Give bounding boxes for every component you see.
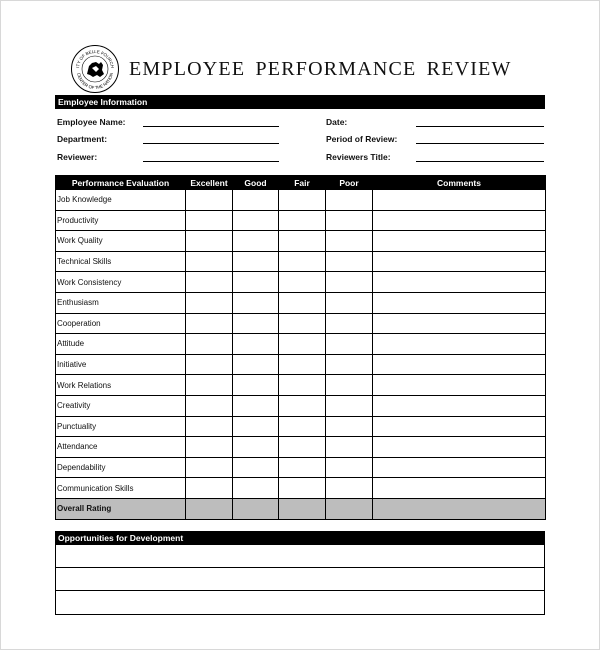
- fair-cell[interactable]: [279, 334, 326, 355]
- overall-poor-cell[interactable]: [326, 498, 373, 519]
- table-row: [56, 190, 546, 211]
- good-cell[interactable]: [233, 210, 279, 231]
- comments-cell[interactable]: [373, 313, 546, 334]
- comments-cell[interactable]: [373, 231, 546, 252]
- criterion-label: Communication Skills: [56, 478, 186, 499]
- overall-comments-cell[interactable]: [373, 498, 546, 519]
- table-header-row: [56, 176, 546, 190]
- overall-excellent-cell[interactable]: [186, 498, 233, 519]
- table-row: [56, 375, 546, 396]
- comments-cell[interactable]: [373, 416, 546, 437]
- poor-column-header: Poor: [326, 176, 373, 190]
- reviewer-field[interactable]: [143, 161, 279, 162]
- fair-cell[interactable]: [279, 416, 326, 437]
- good-cell[interactable]: [233, 457, 279, 478]
- poor-cell[interactable]: [326, 292, 373, 313]
- good-cell[interactable]: [233, 292, 279, 313]
- table-row: [56, 457, 546, 478]
- good-cell[interactable]: [233, 354, 279, 375]
- excellent-cell[interactable]: [186, 292, 233, 313]
- poor-cell[interactable]: [326, 437, 373, 458]
- poor-cell[interactable]: [326, 334, 373, 355]
- criteria-column-header: Performance Evaluation: [56, 176, 186, 190]
- table-row: [56, 231, 546, 252]
- table-row: [56, 292, 546, 313]
- department-label: Department:: [57, 134, 108, 144]
- city-seal-logo: [70, 44, 120, 94]
- fair-cell[interactable]: [279, 251, 326, 272]
- fair-cell[interactable]: [279, 375, 326, 396]
- fair-cell[interactable]: [279, 272, 326, 293]
- table-row: [56, 416, 546, 437]
- date-field[interactable]: [416, 126, 544, 127]
- criterion-label: Technical Skills: [56, 251, 186, 272]
- fair-cell[interactable]: [279, 190, 326, 211]
- excellent-cell[interactable]: [186, 354, 233, 375]
- fair-cell[interactable]: [279, 437, 326, 458]
- poor-cell[interactable]: [326, 210, 373, 231]
- comments-cell[interactable]: [373, 334, 546, 355]
- table-row: [56, 437, 546, 458]
- poor-cell[interactable]: [326, 478, 373, 499]
- comments-cell[interactable]: [373, 190, 546, 211]
- fair-cell[interactable]: [279, 210, 326, 231]
- good-cell[interactable]: [233, 251, 279, 272]
- fair-cell[interactable]: [279, 231, 326, 252]
- comments-cell[interactable]: [373, 478, 546, 499]
- criterion-label: Attitude: [56, 334, 186, 355]
- criterion-label: Job Knowledge: [56, 190, 186, 211]
- excellent-cell[interactable]: [186, 375, 233, 396]
- poor-cell[interactable]: [326, 272, 373, 293]
- comments-cell[interactable]: [373, 210, 546, 231]
- period-of-review-field[interactable]: [416, 143, 544, 144]
- excellent-column-header: Excellent: [186, 176, 233, 190]
- poor-cell[interactable]: [326, 354, 373, 375]
- comments-cell[interactable]: [373, 437, 546, 458]
- excellent-cell[interactable]: [186, 272, 233, 293]
- criterion-label: Creativity: [56, 395, 186, 416]
- excellent-cell[interactable]: [186, 251, 233, 272]
- reviewers-title-field[interactable]: [416, 161, 544, 162]
- excellent-cell[interactable]: [186, 334, 233, 355]
- criterion-label: Initiative: [56, 354, 186, 375]
- excellent-cell[interactable]: [186, 416, 233, 437]
- good-column-header: Good: [233, 176, 279, 190]
- criterion-label: Enthusiasm: [56, 292, 186, 313]
- criterion-label: Work Consistency: [56, 272, 186, 293]
- development-note-line[interactable]: [56, 591, 544, 614]
- overall-rating-label: Overall Rating: [56, 498, 186, 519]
- good-cell[interactable]: [233, 190, 279, 211]
- performance-evaluation-table: [55, 175, 546, 520]
- development-header: Opportunities for Development: [55, 531, 545, 545]
- development-notes-box: [55, 545, 545, 615]
- excellent-cell[interactable]: [186, 457, 233, 478]
- excellent-cell[interactable]: [186, 190, 233, 211]
- period-of-review-label: Period of Review:: [326, 134, 398, 144]
- department-field[interactable]: [143, 143, 279, 144]
- table-row: [56, 395, 546, 416]
- good-cell[interactable]: [233, 416, 279, 437]
- excellent-cell[interactable]: [186, 478, 233, 499]
- comments-cell[interactable]: [373, 354, 546, 375]
- employee-name-field[interactable]: [143, 126, 279, 127]
- criterion-label: Cooperation: [56, 313, 186, 334]
- date-label: Date:: [326, 117, 348, 127]
- fair-cell[interactable]: [279, 313, 326, 334]
- fair-cell[interactable]: [279, 457, 326, 478]
- excellent-cell[interactable]: [186, 210, 233, 231]
- comments-column-header: Comments: [373, 176, 546, 190]
- criterion-label: Productivity: [56, 210, 186, 231]
- comments-cell[interactable]: [373, 375, 546, 396]
- poor-cell[interactable]: [326, 375, 373, 396]
- employee-name-label: Employee Name:: [57, 117, 126, 127]
- poor-cell[interactable]: [326, 395, 373, 416]
- fair-cell[interactable]: [279, 354, 326, 375]
- good-cell[interactable]: [233, 272, 279, 293]
- comments-cell[interactable]: [373, 272, 546, 293]
- fair-cell[interactable]: [279, 478, 326, 499]
- criterion-label: Attendance: [56, 437, 186, 458]
- excellent-cell[interactable]: [186, 313, 233, 334]
- good-cell[interactable]: [233, 231, 279, 252]
- overall-good-cell[interactable]: [233, 498, 279, 519]
- poor-cell[interactable]: [326, 457, 373, 478]
- table-row: [56, 354, 546, 375]
- overall-rating-row: [56, 498, 546, 519]
- table-row: [56, 313, 546, 334]
- criterion-label: Dependability: [56, 457, 186, 478]
- poor-cell[interactable]: [326, 251, 373, 272]
- fair-cell[interactable]: [279, 292, 326, 313]
- poor-cell[interactable]: [326, 313, 373, 334]
- fair-cell[interactable]: [279, 395, 326, 416]
- development-note-line[interactable]: [56, 568, 544, 591]
- criterion-label: Work Relations: [56, 375, 186, 396]
- good-cell[interactable]: [233, 375, 279, 396]
- comments-cell[interactable]: [373, 457, 546, 478]
- reviewer-label: Reviewer:: [57, 152, 98, 162]
- excellent-cell[interactable]: [186, 231, 233, 252]
- fair-column-header: Fair: [279, 176, 326, 190]
- good-cell[interactable]: [233, 395, 279, 416]
- svg-text:CENTER OF THE NATION: CENTER OF THE NATION: [76, 72, 114, 91]
- table-row: [56, 272, 546, 293]
- comments-cell[interactable]: [373, 251, 546, 272]
- table-row: [56, 334, 546, 355]
- good-cell[interactable]: [233, 437, 279, 458]
- poor-cell[interactable]: [326, 190, 373, 211]
- comments-cell[interactable]: [373, 292, 546, 313]
- reviewers-title-label: Reviewers Title:: [326, 152, 391, 162]
- table-row: [56, 478, 546, 499]
- employee-info-header: Employee Information: [55, 95, 545, 109]
- comments-cell[interactable]: [373, 395, 546, 416]
- poor-cell[interactable]: [326, 416, 373, 437]
- excellent-cell[interactable]: [186, 395, 233, 416]
- table-row: [56, 251, 546, 272]
- page-title: EMPLOYEE PERFORMANCE REVIEW: [129, 58, 512, 80]
- good-cell[interactable]: [233, 478, 279, 499]
- excellent-cell[interactable]: [186, 437, 233, 458]
- good-cell[interactable]: [233, 334, 279, 355]
- development-note-line[interactable]: [56, 545, 544, 568]
- poor-cell[interactable]: [326, 231, 373, 252]
- good-cell[interactable]: [233, 313, 279, 334]
- svg-text:CITY OF BELLE FOURCHE: ITY OF BELLE FOURCH: [75, 48, 116, 69]
- table-row: [56, 210, 546, 231]
- criterion-label: Punctuality: [56, 416, 186, 437]
- criterion-label: Work Quality: [56, 231, 186, 252]
- overall-fair-cell[interactable]: [279, 498, 326, 519]
